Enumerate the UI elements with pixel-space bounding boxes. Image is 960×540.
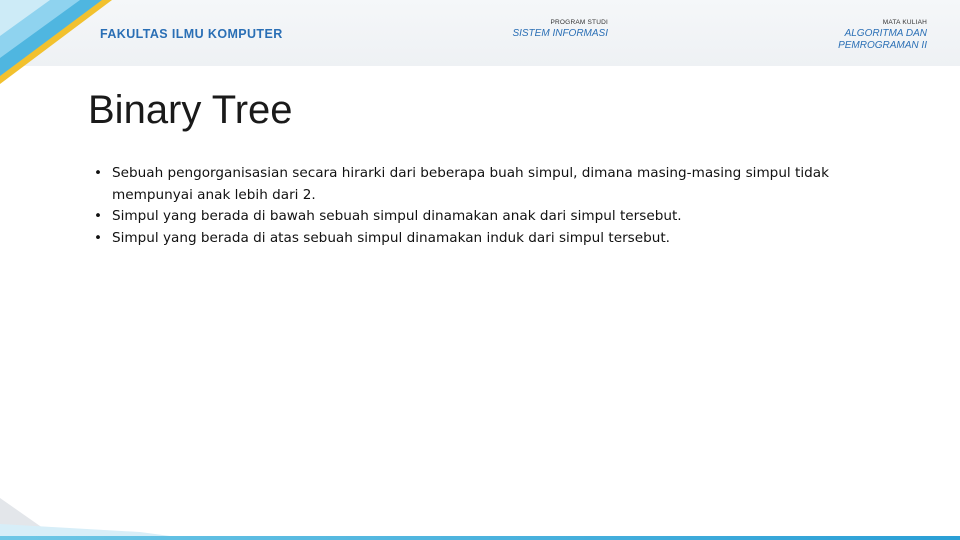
bullet-text: Simpul yang berada di bawah sebuah simpul dinamakan anak dari simpul tersebut. (112, 208, 682, 224)
program-study (512, 19, 608, 39)
program-study-value: SISTEM INFORMASI (512, 28, 608, 39)
bullet-item (94, 163, 894, 206)
bullet-text: Sebuah pengorganisasian secara hirarki dari beberapa buah simpul, dimana masing-masing simpul tidak mempunyai anak lebih dari 2. (112, 165, 829, 203)
slide-title: Binary Tree (88, 88, 293, 132)
course (838, 19, 927, 52)
corner-decoration-bottom-left (0, 480, 230, 540)
bullet-dot: • (94, 165, 103, 181)
faculty-name: FAKULTAS ILMU KOMPUTER (100, 27, 283, 41)
program-study-label: PROGRAM STUDI (550, 19, 608, 26)
course-value (838, 28, 927, 52)
bullet-dot: • (94, 229, 103, 246)
course-label: MATA KULIAH (882, 19, 927, 26)
corner-decoration-top-left (0, 0, 140, 90)
bullet-list (94, 163, 894, 249)
bullet-item (94, 206, 894, 228)
bullet-dot: • (94, 208, 103, 224)
bullet-text: Simpul yang berada di atas sebuah simpul dinamakan induk dari simpul tersebut. (112, 229, 671, 246)
bullet-item (94, 228, 894, 250)
course-value-line1: ALGORITMA DAN (844, 28, 927, 39)
course-value-line2: PEMROGRAMAN II (838, 40, 927, 51)
bottom-accent-strip (0, 536, 960, 540)
